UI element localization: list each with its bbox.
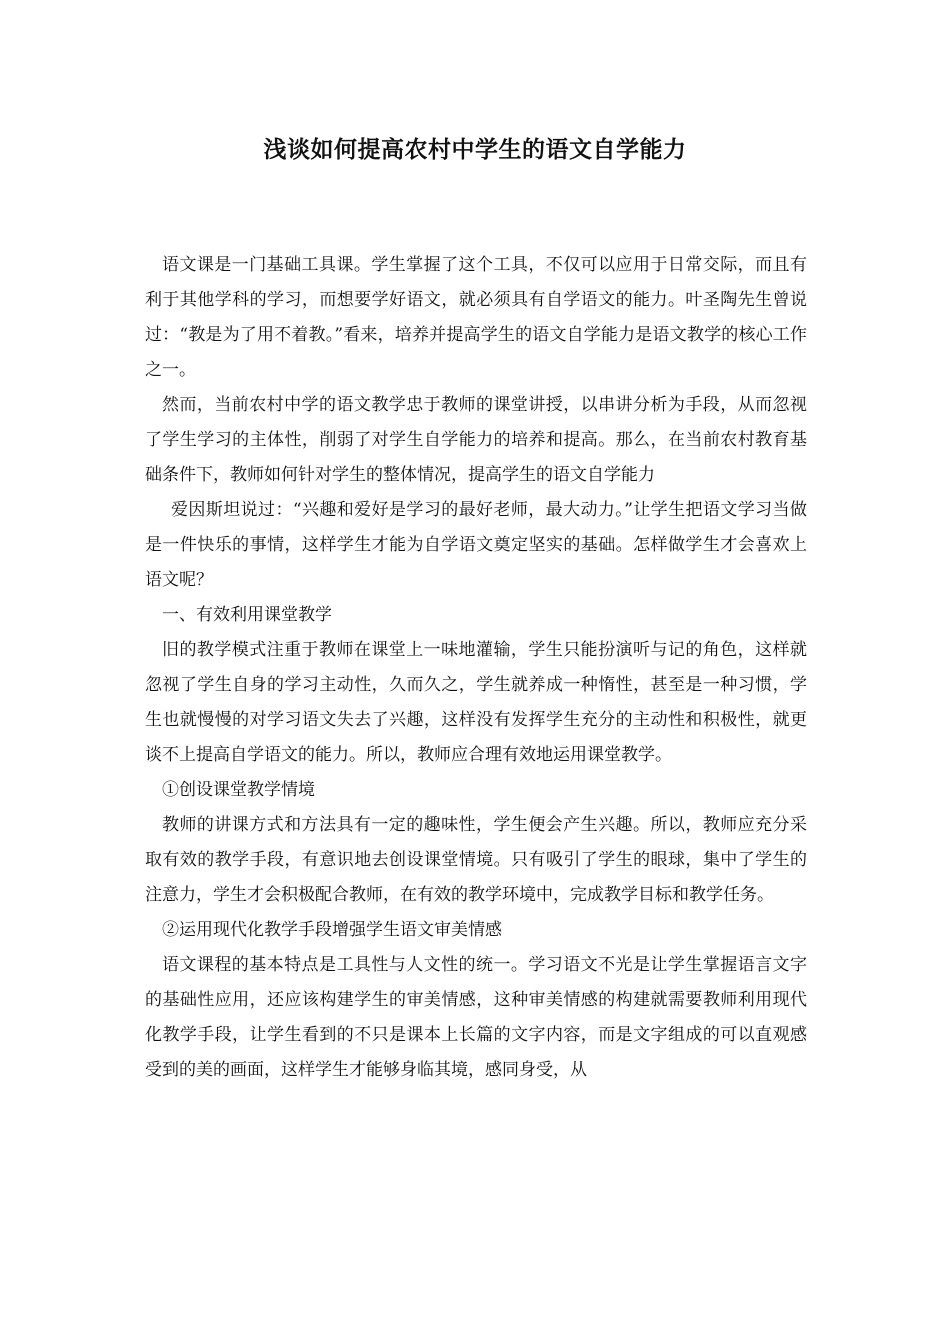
document-title: 浅谈如何提高农村中学生的语文自学能力 <box>263 136 687 163</box>
paragraph-teaching-methods: 教师的讲课方式和方法具有一定的趣味性，学生便会产生兴趣。所以，教师应充分采取有效的教学手段，有意识地去创设课堂情境。只有吸引了学生的眼球，集中了学生的注意力，学生才会积极配合教师，在有效的教学环境中，完成教学目标和教学任务。 <box>145 815 807 905</box>
paragraph-einstein-quote: 爱因斯坦说过：“兴趣和爱好是学习的最好老师，最大动力。”让学生把语文学习当做是一件快乐的事情，这样学生才能为自学语文奠定坚实的基础。怎样做学生才会喜欢上语文呢？ <box>145 500 807 590</box>
paragraph-problem: 然而，当前农村中学的语文教学忠于教师的课堂讲授，以串讲分析为手段，从而忽视了学生学习的主体性，削弱了对学生自学能力的培养和提高。那么，在当前农村教育基础条件下，教师如何针对学生的整体情况，提高学生的语文自学能力 <box>145 395 807 485</box>
document-body <box>145 248 807 1088</box>
paragraph-intro: 语文课是一门基础工具课。学生掌握了这个工具，不仅可以应用于日常交际，而且有利于其他学科的学习，而想要学好语文，就必须具有自学语文的能力。叶圣陶先生曾说过：“教是为了用不着教。”看来，培养并提高学生的语文自学能力是语文教学的核心工作之一。 <box>145 255 807 380</box>
subheading-modern-teaching: ②运用现代化教学手段增强学生语文审美情感 <box>162 920 502 940</box>
paragraph-old-teaching-model: 旧的教学模式注重于教师在课堂上一味地灌输，学生只能扮演听与记的角色，这样就忽视了学生自身的学习主动性，久而久之，学生就养成一种惰性，甚至是一种习惯，学生也就慢慢的对学习语文失去了兴趣，这样没有发挥学生充分的主动性和积极性，就更谈不上提高自学语文的能力。所以，教师应合理有效地运用课堂教学。 <box>145 640 807 765</box>
section-heading-1: 一、有效利用课堂教学 <box>162 605 332 625</box>
subheading-create-situation: ①创设课堂教学情境 <box>162 780 315 800</box>
paragraph-aesthetic-emotion: 语文课程的基本特点是工具性与人文性的统一。学习语文不光是让学生掌握语言文字的基础性应用，还应该构建学生的审美情感，这种审美情感的构建就需要教师利用现代化教学手段，让学生看到的不只是课本上长篇的文字内容，而是文字组成的可以直观感受到的美的画面，这样学生才能够身临其境，感同身受，从 <box>145 955 807 1080</box>
